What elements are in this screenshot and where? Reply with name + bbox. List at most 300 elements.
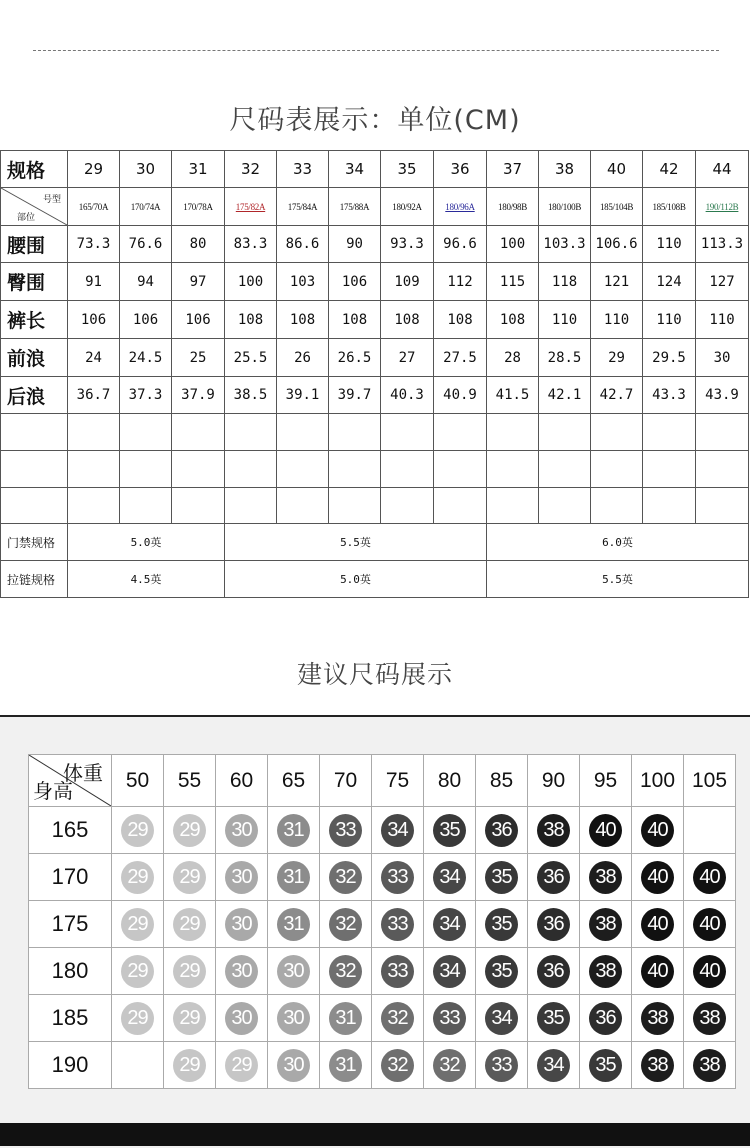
recommend-cell [684, 995, 736, 1042]
recommend-cell [476, 995, 528, 1042]
empty-cell [68, 488, 120, 524]
size-badge: 30 [225, 908, 258, 941]
recommend-cell [112, 901, 164, 948]
recommend-cell [372, 807, 424, 854]
measure-value: 93.3 [381, 226, 434, 263]
size-chart-table [0, 150, 749, 598]
measure-row [1, 301, 749, 339]
measure-value: 73.3 [68, 226, 120, 263]
height-value: 190 [29, 1042, 112, 1089]
measure-row [1, 226, 749, 263]
measure-value: 106 [172, 301, 225, 339]
recommend-cell [684, 854, 736, 901]
weight-header-cell: 60 [216, 755, 268, 807]
recommend-cell [424, 948, 476, 995]
measure-value: 127 [696, 263, 749, 301]
measure-value: 121 [591, 263, 643, 301]
height-value: 165 [29, 807, 112, 854]
measure-value: 25.5 [225, 339, 277, 377]
measure-value: 86.6 [277, 226, 329, 263]
size-header-cell: 35 [381, 151, 434, 188]
measure-value: 108 [487, 301, 539, 339]
measure-label: 臀围 [1, 263, 68, 301]
recommend-cell [580, 1042, 632, 1089]
measure-value: 40.9 [434, 377, 487, 414]
dashed-divider [33, 50, 719, 51]
height-value: 175 [29, 901, 112, 948]
recommend-cell [684, 901, 736, 948]
height-weight-corner [29, 755, 112, 807]
size-header-cell: 42 [643, 151, 696, 188]
empty-cell [381, 488, 434, 524]
size-header-cell: 31 [172, 151, 225, 188]
recommend-cell [164, 901, 216, 948]
weight-header-cell: 65 [268, 755, 320, 807]
empty-cell [329, 488, 381, 524]
weight-header-cell: 105 [684, 755, 736, 807]
recommend-cell [164, 948, 216, 995]
empty-cell [487, 451, 539, 488]
measure-value: 80 [172, 226, 225, 263]
measure-row [1, 339, 749, 377]
empty-cell [487, 488, 539, 524]
size-badge: 32 [381, 1049, 414, 1082]
empty-cell [277, 451, 329, 488]
empty-cell [539, 451, 591, 488]
measure-value: 106 [120, 301, 172, 339]
spec-label: 规格 [1, 151, 68, 188]
weight-header-cell: 70 [320, 755, 372, 807]
recommend-cell [216, 854, 268, 901]
recommend-cell [112, 854, 164, 901]
measure-value: 24 [68, 339, 120, 377]
size-badge: 30 [225, 861, 258, 894]
recommend-cell [372, 901, 424, 948]
empty-cell [172, 488, 225, 524]
weight-label: 体重 [63, 761, 103, 785]
size-badge: 36 [537, 955, 570, 988]
empty-cell [225, 451, 277, 488]
size-badge: 29 [173, 908, 206, 941]
size-code-row [1, 188, 749, 226]
measure-value: 113.3 [696, 226, 749, 263]
measure-row [1, 377, 749, 414]
size-code-cell: 190/112B [696, 188, 749, 226]
empty-cell [643, 414, 696, 451]
empty-cell [277, 414, 329, 451]
empty-cell [696, 451, 749, 488]
weight-header-cell: 90 [528, 755, 580, 807]
recommend-cell [320, 854, 372, 901]
measure-value: 108 [225, 301, 277, 339]
weight-header-cell: 95 [580, 755, 632, 807]
recommend-cell [268, 1042, 320, 1089]
empty-cell [1, 488, 68, 524]
size-badge: 38 [589, 955, 622, 988]
measure-value: 124 [643, 263, 696, 301]
empty-cell [68, 451, 120, 488]
zipper-spec-label: 拉链规格 [1, 561, 68, 598]
measure-value: 29.5 [643, 339, 696, 377]
size-header-cell: 30 [120, 151, 172, 188]
measure-value: 26 [277, 339, 329, 377]
size-badge: 29 [121, 814, 154, 847]
measure-row [1, 263, 749, 301]
recommend-cell [372, 948, 424, 995]
empty-cell [1, 451, 68, 488]
size-code-cell: 175/82A [225, 188, 277, 226]
size-badge: 35 [537, 1002, 570, 1035]
measure-value: 42.7 [591, 377, 643, 414]
empty-row [1, 451, 749, 488]
corner-top-label: 号型 [42, 195, 61, 205]
recommend-title: 建议尺码展示 [296, 660, 453, 689]
height-value: 185 [29, 995, 112, 1042]
measure-value: 24.5 [120, 339, 172, 377]
measure-value: 27.5 [434, 339, 487, 377]
empty-cell [172, 414, 225, 451]
recommend-cell [164, 1042, 216, 1089]
recommend-cell [580, 948, 632, 995]
size-badge: 40 [693, 908, 726, 941]
measure-value: 38.5 [225, 377, 277, 414]
measure-value: 76.6 [120, 226, 172, 263]
size-badge: 40 [693, 955, 726, 988]
size-code-cell: 170/78A [172, 188, 225, 226]
recommend-cell [424, 995, 476, 1042]
measure-value: 110 [591, 301, 643, 339]
size-badge: 32 [329, 908, 362, 941]
recommend-cell [632, 1042, 684, 1089]
zipper-spec-row [1, 561, 749, 598]
weight-header-cell: 75 [372, 755, 424, 807]
empty-cell [591, 414, 643, 451]
size-header-cell: 29 [68, 151, 120, 188]
weight-header-row [29, 755, 736, 807]
size-badge: 36 [589, 1002, 622, 1035]
size-badge: 34 [381, 814, 414, 847]
measure-value: 39.7 [329, 377, 381, 414]
empty-cell [225, 414, 277, 451]
recommend-cell [372, 995, 424, 1042]
empty-cell [434, 414, 487, 451]
empty-cell [696, 488, 749, 524]
recommend-cell [216, 995, 268, 1042]
size-badge: 30 [277, 1002, 310, 1035]
recommend-cell [632, 807, 684, 854]
size-badge: 32 [381, 1002, 414, 1035]
size-badge: 31 [329, 1049, 362, 1082]
empty-row [1, 488, 749, 524]
door-spec-value: 6.0英 [487, 524, 749, 561]
measure-value: 37.3 [120, 377, 172, 414]
measure-label: 裤长 [1, 301, 68, 339]
empty-cell [68, 414, 120, 451]
height-row [29, 901, 736, 948]
size-badge: 40 [641, 955, 674, 988]
size-header-cell: 40 [591, 151, 643, 188]
recommend-cell [528, 995, 580, 1042]
size-code-cell: 165/70A [68, 188, 120, 226]
size-table-title: 尺码表展示：单位(CM) [229, 105, 521, 136]
empty-cell [539, 414, 591, 451]
size-code-cell: 185/104B [591, 188, 643, 226]
recommend-cell [632, 948, 684, 995]
recommend-cell [476, 948, 528, 995]
size-badge: 29 [173, 1002, 206, 1035]
recommend-cell [528, 948, 580, 995]
size-code-cell: 180/96A [434, 188, 487, 226]
measure-value: 94 [120, 263, 172, 301]
measure-value: 42.1 [539, 377, 591, 414]
size-header-cell: 34 [329, 151, 381, 188]
size-code-cell: 180/92A [381, 188, 434, 226]
measure-value: 90 [329, 226, 381, 263]
size-header-cell: 44 [696, 151, 749, 188]
empty-cell [120, 414, 172, 451]
size-badge: 33 [433, 1002, 466, 1035]
height-row [29, 854, 736, 901]
recommend-cell [268, 807, 320, 854]
size-badge: 33 [381, 955, 414, 988]
size-badge: 30 [225, 1002, 258, 1035]
recommend-cell [216, 901, 268, 948]
measure-value: 100 [225, 263, 277, 301]
recommend-cell [528, 854, 580, 901]
size-code-cell: 175/84A [277, 188, 329, 226]
recommend-cell [580, 807, 632, 854]
measure-value: 108 [434, 301, 487, 339]
empty-cell [643, 488, 696, 524]
size-badge: 40 [693, 861, 726, 894]
recommend-cell [216, 948, 268, 995]
recommend-cell [164, 854, 216, 901]
recommend-cell [684, 948, 736, 995]
empty-row [1, 414, 749, 451]
size-badge: 38 [693, 1002, 726, 1035]
measure-value: 108 [277, 301, 329, 339]
measure-value: 110 [539, 301, 591, 339]
size-badge: 34 [537, 1049, 570, 1082]
weight-header-cell: 100 [632, 755, 684, 807]
size-badge: 40 [589, 814, 622, 847]
size-badge: 38 [537, 814, 570, 847]
recommend-cell [112, 1042, 164, 1089]
measure-value: 108 [381, 301, 434, 339]
measure-value: 112 [434, 263, 487, 301]
measure-label: 前浪 [1, 339, 68, 377]
size-badge: 29 [173, 814, 206, 847]
recommend-cell [320, 1042, 372, 1089]
empty-cell [329, 451, 381, 488]
measure-value: 106 [329, 263, 381, 301]
weight-header-cell: 55 [164, 755, 216, 807]
zipper-spec-value: 5.0英 [225, 561, 487, 598]
size-header-cell: 37 [487, 151, 539, 188]
empty-cell [487, 414, 539, 451]
empty-cell [434, 488, 487, 524]
recommend-cell [268, 854, 320, 901]
measure-label: 后浪 [1, 377, 68, 414]
recommend-cell [580, 901, 632, 948]
measure-value: 96.6 [434, 226, 487, 263]
measure-value: 110 [643, 301, 696, 339]
measure-value: 91 [68, 263, 120, 301]
measure-value: 97 [172, 263, 225, 301]
empty-cell [120, 451, 172, 488]
height-row [29, 807, 736, 854]
empty-cell [539, 488, 591, 524]
measure-value: 110 [643, 226, 696, 263]
weight-header-cell: 85 [476, 755, 528, 807]
height-row [29, 948, 736, 995]
empty-cell [277, 488, 329, 524]
recommend-cell [320, 948, 372, 995]
size-badge: 31 [277, 908, 310, 941]
empty-cell [329, 414, 381, 451]
measure-value: 26.5 [329, 339, 381, 377]
zipper-spec-value: 4.5英 [68, 561, 225, 598]
recommend-cell [528, 1042, 580, 1089]
recommend-cell [424, 807, 476, 854]
measure-value: 118 [539, 263, 591, 301]
measure-value: 43.9 [696, 377, 749, 414]
measure-value: 40.3 [381, 377, 434, 414]
height-row [29, 1042, 736, 1089]
empty-cell [643, 451, 696, 488]
measure-value: 109 [381, 263, 434, 301]
measure-label: 腰围 [1, 226, 68, 263]
size-badge: 30 [277, 1049, 310, 1082]
corner-cell [1, 188, 68, 226]
size-badge: 33 [329, 814, 362, 847]
measure-value: 106.6 [591, 226, 643, 263]
empty-cell [381, 451, 434, 488]
measure-value: 29 [591, 339, 643, 377]
height-value: 170 [29, 854, 112, 901]
measure-value: 110 [696, 301, 749, 339]
size-badge: 32 [329, 861, 362, 894]
empty-cell [381, 414, 434, 451]
recommend-cell [632, 901, 684, 948]
size-badge: 32 [329, 955, 362, 988]
size-badge: 38 [693, 1049, 726, 1082]
measure-value: 28 [487, 339, 539, 377]
recommend-cell [580, 995, 632, 1042]
recommend-cell [632, 854, 684, 901]
size-badge: 31 [329, 1002, 362, 1035]
empty-cell [1, 414, 68, 451]
recommend-cell [268, 948, 320, 995]
recommend-cell [580, 854, 632, 901]
recommend-cell [476, 807, 528, 854]
recommend-cell [424, 854, 476, 901]
empty-cell [225, 488, 277, 524]
size-header-cell: 38 [539, 151, 591, 188]
size-code-cell: 170/74A [120, 188, 172, 226]
weight-header-cell: 50 [112, 755, 164, 807]
size-badge: 31 [277, 814, 310, 847]
size-badge: 32 [433, 1049, 466, 1082]
measure-value: 27 [381, 339, 434, 377]
size-badge: 35 [485, 955, 518, 988]
recommend-cell [372, 1042, 424, 1089]
size-badge: 35 [589, 1049, 622, 1082]
measure-value: 43.3 [643, 377, 696, 414]
door-spec-value: 5.5英 [225, 524, 487, 561]
size-badge: 35 [485, 861, 518, 894]
recommend-cell [424, 1042, 476, 1089]
size-header-cell: 36 [434, 151, 487, 188]
size-badge: 29 [121, 1002, 154, 1035]
recommend-cell [320, 995, 372, 1042]
size-badge: 35 [485, 908, 518, 941]
size-badge: 29 [121, 861, 154, 894]
size-badge: 38 [589, 908, 622, 941]
size-code-cell: 180/98B [487, 188, 539, 226]
size-badge: 36 [485, 814, 518, 847]
zipper-spec-value: 5.5英 [487, 561, 749, 598]
size-badge: 36 [537, 861, 570, 894]
recommend-cell [476, 854, 528, 901]
size-badge: 29 [225, 1049, 258, 1082]
door-spec-label: 门禁规格 [1, 524, 68, 561]
recommend-cell [268, 995, 320, 1042]
recommend-cell [164, 807, 216, 854]
size-badge: 40 [641, 861, 674, 894]
recommend-cell [528, 901, 580, 948]
recommend-cell [216, 807, 268, 854]
measure-value: 106 [68, 301, 120, 339]
measure-value: 28.5 [539, 339, 591, 377]
size-badge: 34 [433, 955, 466, 988]
weight-header-cell: 80 [424, 755, 476, 807]
size-badge: 34 [433, 908, 466, 941]
measure-value: 41.5 [487, 377, 539, 414]
measure-value: 100 [487, 226, 539, 263]
recommend-cell [112, 807, 164, 854]
size-badge: 38 [589, 861, 622, 894]
recommend-cell [684, 1042, 736, 1089]
bottom-bar [0, 1123, 750, 1146]
empty-cell [591, 451, 643, 488]
recommend-cell [476, 1042, 528, 1089]
measure-value: 103 [277, 263, 329, 301]
size-header-row [1, 151, 749, 188]
size-badge: 34 [433, 861, 466, 894]
recommend-cell [372, 854, 424, 901]
door-spec-row [1, 524, 749, 561]
size-badge: 34 [485, 1002, 518, 1035]
recommend-cell [424, 901, 476, 948]
size-badge: 33 [381, 908, 414, 941]
size-badge: 31 [277, 861, 310, 894]
measure-value: 30 [696, 339, 749, 377]
recommend-cell [112, 948, 164, 995]
measure-value: 25 [172, 339, 225, 377]
size-badge: 30 [225, 814, 258, 847]
size-badge: 40 [641, 908, 674, 941]
height-value: 180 [29, 948, 112, 995]
measure-value: 108 [329, 301, 381, 339]
size-code-cell: 180/100B [539, 188, 591, 226]
measure-value: 37.9 [172, 377, 225, 414]
recommend-cell [320, 901, 372, 948]
size-badge: 30 [225, 955, 258, 988]
measure-value: 103.3 [539, 226, 591, 263]
size-badge: 38 [641, 1002, 674, 1035]
size-badge: 38 [641, 1049, 674, 1082]
